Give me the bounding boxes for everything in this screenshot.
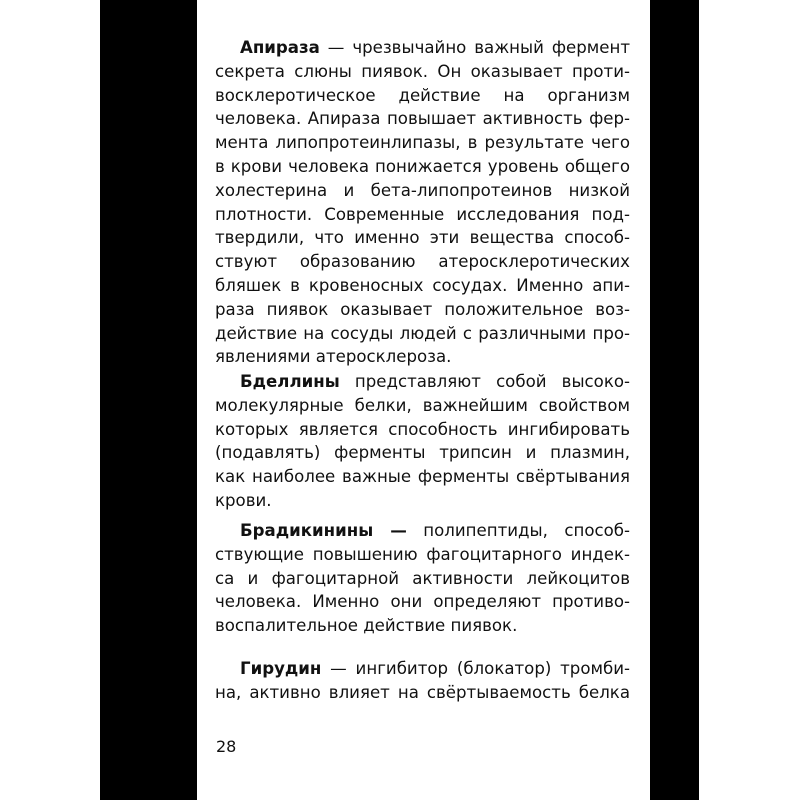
paragraph-line: бляшек в кровеносных сосудах. Именно апи- [215,275,630,295]
paragraph-bdellins [215,370,630,513]
paragraph-line: на, активно влияет на свёртываемость белка [215,682,630,702]
paragraph-line: молекулярные белки, важнейшим свойством [215,395,630,415]
paragraph-apyrase [215,36,630,369]
book-page [197,0,650,800]
paragraph-line: восклеротическое действие на организм [215,85,630,105]
paragraph-line: в крови человека понижается уровень общего [215,156,630,176]
paragraph-line: действие на сосуды людей с различными про- [215,323,630,343]
paragraph-line: Гирудин — ингибитор (блокатор) тромби- [240,659,630,678]
term-heading: Бделлины [240,372,340,391]
paragraph-bradykinins [215,519,630,638]
paragraph-line: ствующие повышению фагоцитарного индек- [215,544,630,564]
paragraph-hirudin [215,657,630,705]
paragraph-line: которых является способность ингибировать [215,419,630,439]
paragraph-line: твердили, что именно эти вещества способ- [215,228,630,248]
paragraph-line: как наиболее важные ферменты свёртывания [215,467,630,487]
paragraph-line: крови. [215,490,272,510]
paragraph-line: раза пиявок оказывает положительное воз- [215,299,630,319]
paragraph-line: воспалительное действие пиявок. [215,616,518,636]
paragraph-line: Бделлины представляют собой высоко- [240,372,630,391]
paragraph-line: плотности. Современные исследования под- [215,204,630,224]
paragraph-line: (подавлять) ферменты трипсин и плазмин, [215,443,630,463]
paragraph-line: секрета слюны пиявок. Он оказывает проти- [215,61,630,81]
paragraph-line: человека. Именно они определяют противо- [215,592,630,612]
page-number: 28 [216,737,237,756]
term-heading: Брадикинины — [240,521,407,540]
paragraph-line: ствуют образованию атеросклеротических [215,252,630,272]
paragraph-line: Апираза — чрезвычайно важный фермент [240,38,630,57]
term-heading: Апираза [240,38,320,57]
paragraph-line: холестерина и бета-липопротеинов низкой [215,180,630,200]
paragraph-line: Брадикинины — полипептиды, способ- [240,521,630,540]
term-heading: Гирудин [240,659,322,678]
paragraph-line: мента липопротеинлипазы, в результате чего [215,133,630,153]
left-black-margin [100,0,197,800]
paragraph-line: явлениями атеросклероза. [215,347,452,367]
paragraph-line: са и фагоцитарной активности лейкоцитов [215,568,630,588]
right-black-margin [650,0,699,800]
paragraph-line: человека. Апираза повышает активность фер- [215,109,630,129]
